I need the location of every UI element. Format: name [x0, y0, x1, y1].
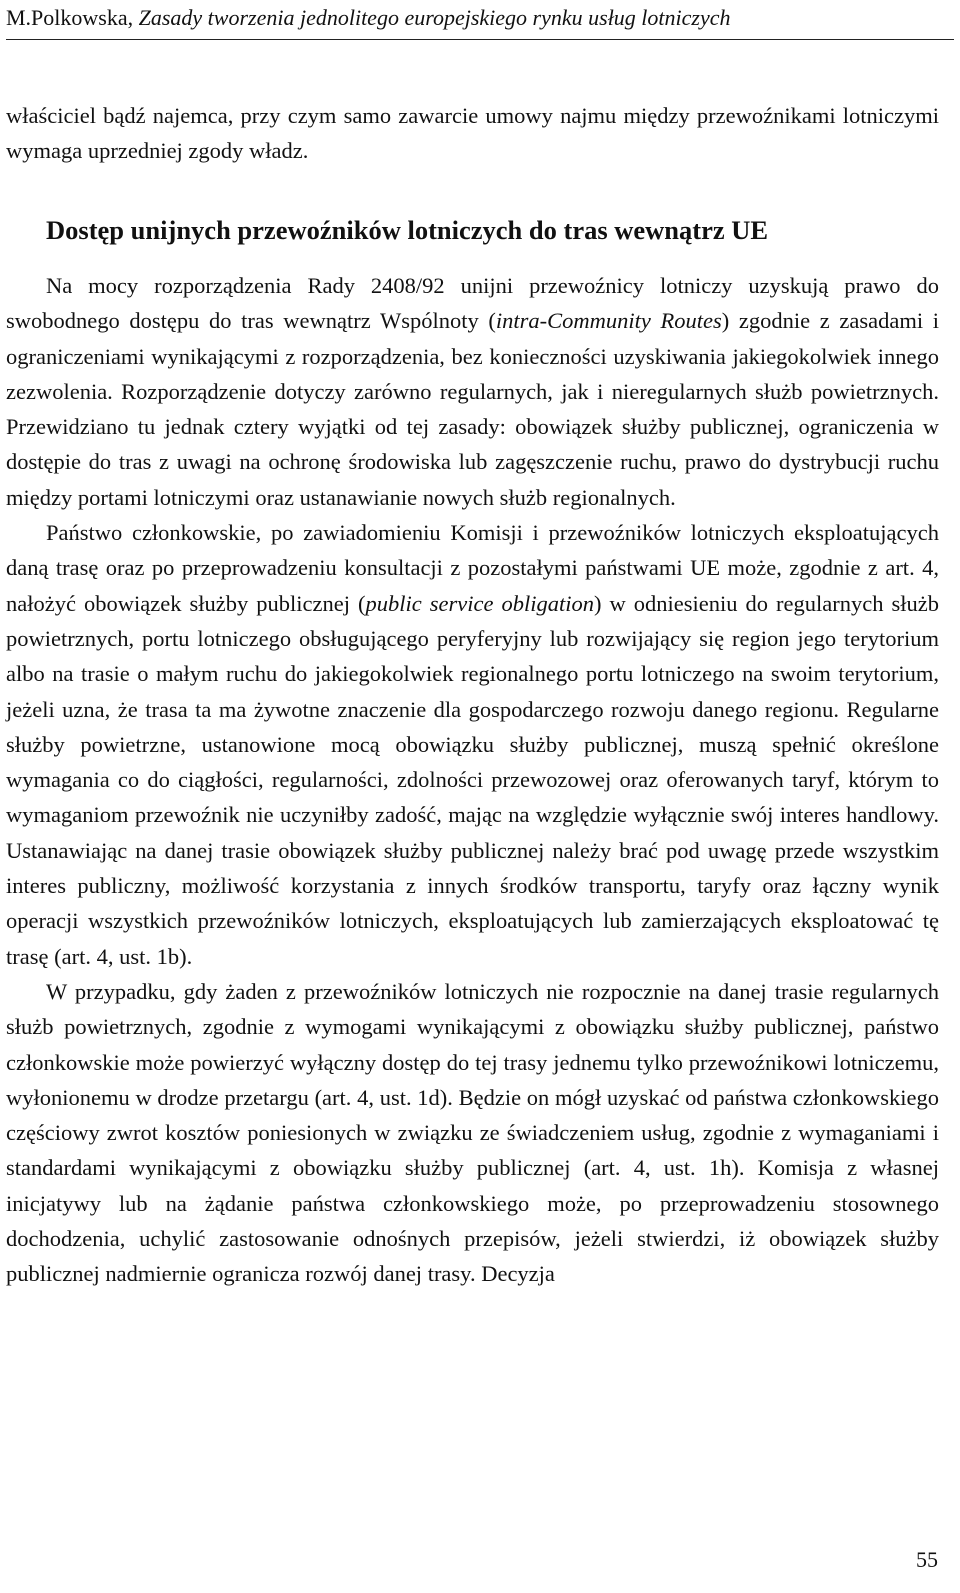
paragraph-1-text-a: Na mocy rozporządzenia Rady 2408/92 unijni przewoźnicy lotniczy uzyskują prawo do swobodnego dostępu do tras wewnątrz Wspólnoty ( [6, 273, 939, 334]
running-header [6, 0, 954, 40]
header-title: Zasady tworzenia jednolitego europejskiego rynku usług lotniczych [138, 5, 731, 30]
page-number: 55 [916, 1547, 938, 1572]
paragraph-1-italic-term: intra-Community Routes [495, 308, 722, 334]
paragraph-1 [6, 268, 939, 515]
paragraph-1-text-b: ) zgodnie z zasadami i ograniczeniami wynikającymi z rozporządzenia, bez konieczności uzyskiwania jakiegokolwiek innego zezwolenia. Rozporządzenie dotyczy zarówno regularnych, jak i nieregularnych służb powietrznych. Przewidziano tu jednak cztery wyjątki od tej zasady: obowiązek służby publicznej, ograniczenia w dostępie do tras z uwagi na ochronę środowiska lub zagęszczenie ruchu, prawo do dystrybucji ruchu między portami lotniczymi oraz ustanawianie nowych służb regionalnych. [6, 308, 939, 510]
paragraph-3: W przypadku, gdy żaden z przewoźników lotniczych nie rozpocznie na danej trasie regularnych służb powietrznych, zgodnie z wymogami wynikającymi z obowiązku służby publicznej, państwo członkowskie może powierzyć wyłączny dostęp do tej trasy jednemu tylko przewoźnikowi lotniczemu, wyłonionemu w drodze przetargu (art. 4, ust. 1d). Będzie on mógł uzyskać od państwa członkowskiego częściowy zwrot kosztów poniesionych w związku ze świadczeniem usług, zgodnie z wymaganiami i standardami wynikającymi z obowiązku służby publicznej (art. 4, ust. 1h). Komisja z własnej inicjatywy lub na żądanie państwa członkowskiego może, po przeprowadzeniu stosownego dochodzenia, uchylić zastosowanie odnośnych przepisów, jeżeli stwierdzi, iż obowiązek służby publicznej nadmiernie ogranicza rozwój danej trasy. Decyzja [6, 978, 939, 1287]
paragraph-2-italic-term: public service obligation [365, 590, 594, 616]
intro-paragraph: właściciel bądź najemca, przy czym samo zawarcie umowy najmu między przewoźnikami lotniczymi wymaga uprzedniej zgody władz. [6, 103, 939, 164]
paragraph-2 [6, 515, 939, 974]
paragraph-2-text-b: ) w odniesieniu do regularnych służb powietrznych, portu lotniczego obsługującego peryferyjny lub rozwijający się region jego terytorium albo na trasie o małym ruchu do jakiegokolwiek regionalnego portu lotniczego na swoim terytorium, jeżeli uznа, że trasa ta ma żywotne znaczenie dla gospodarczego rozwoju danego regionu. Regularne służby powietrzne, ustanowione mocą obowiązku służby publicznej, muszą spełnić określone wymagania co do ciągłości, regularności, zdolności przewozowej oraz oferowanych taryf, którym to wymaganiom przewoźnik nie uczyniłby zadość, mając na względzie wyłącznie swój interes handlowy. Ustanawiając na danej trasie obowiązek służby publicznej należy brać pod uwagę przede wszystkim interes publiczny, możliwość korzystania z innych środków transportu, taryfy oraz łączny wynik operacji wszystkich przewoźników lotniczych, eksploatujących lub zamierzających eksploatować tę trasę (art. 4, ust. 1b). [6, 590, 939, 969]
section-heading: Dostęp unijnych przewoźników lotniczych do tras wewnątrz UE [46, 215, 769, 245]
intro-text [6, 98, 939, 169]
paragraph-2-text-a: Państwo członkowskie, po zawiadomieniu Komisji i przewoźników lotniczych eksploatujących daną trasę oraz po przeprowadzeniu konsultacji z pozostałymi państwami UE może, zgodnie z art. 4, nałożyć obowiązek służby publicznej ( [6, 520, 939, 616]
header-author: M.Polkowska, [6, 5, 139, 30]
main-text [6, 268, 939, 1292]
